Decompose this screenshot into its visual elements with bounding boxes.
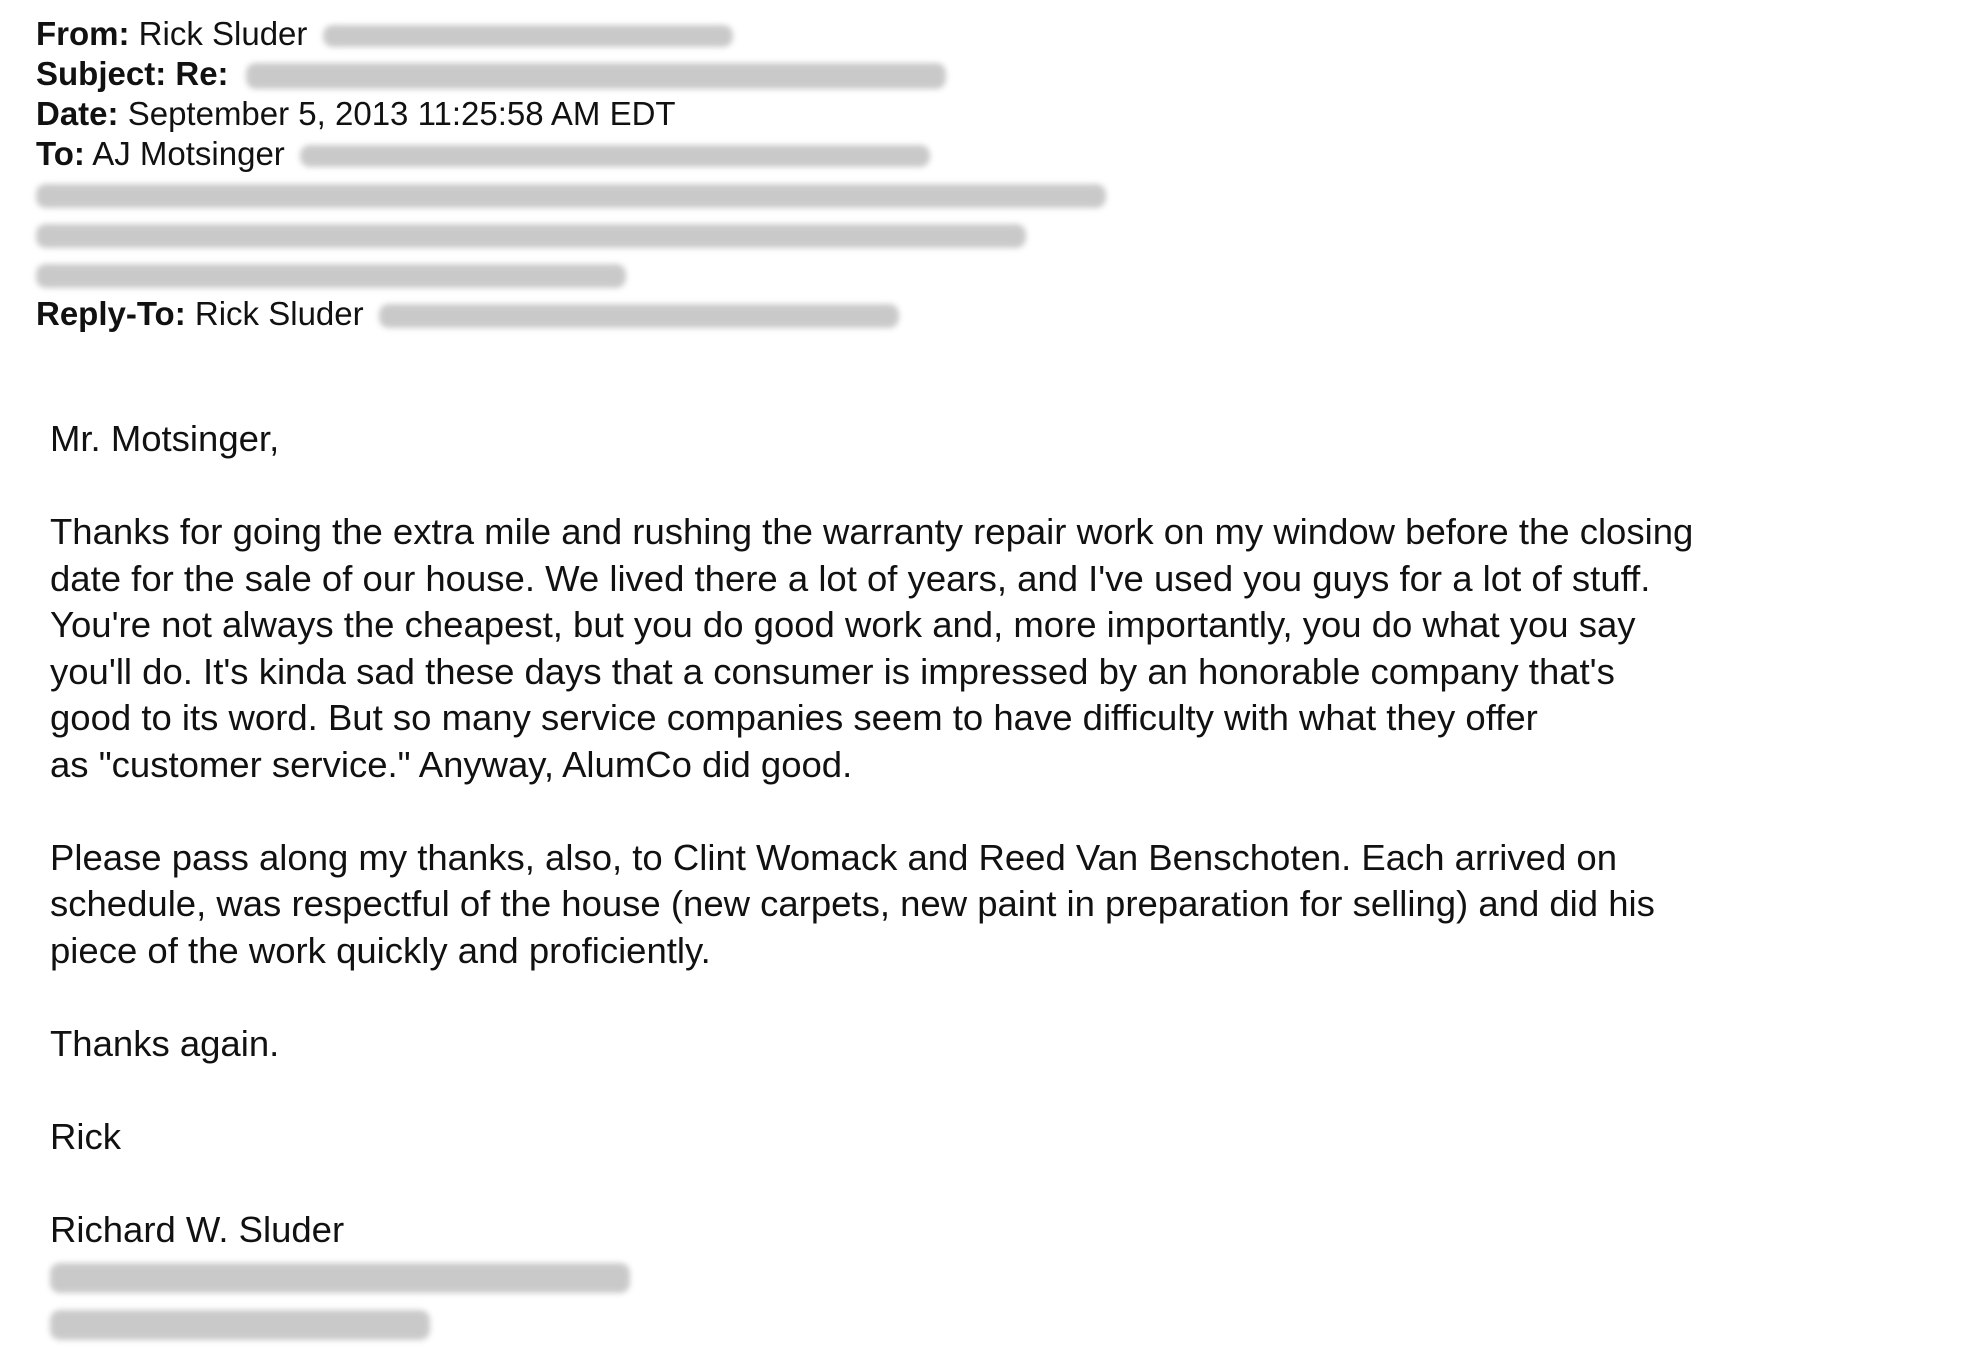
redacted-reply-to-email (379, 304, 899, 328)
redacted-cc-line-3 (36, 264, 626, 288)
paragraph-line: Thanks for going the extra mile and rushing the warranty repair work on my window before the closing (50, 511, 1694, 552)
from-label: From: (36, 15, 130, 52)
to-name: AJ Motsinger (92, 135, 285, 172)
paragraph-1 (50, 509, 1950, 788)
signature-redacted-row-1 (50, 1253, 1950, 1300)
redacted-from-email (323, 25, 733, 47)
paragraph-line: You're not always the cheapest, but you do good work and, more importantly, you do what you say (50, 604, 1636, 645)
signature-full-name: Richard W. Sluder (50, 1208, 345, 1250)
paragraph-line: as "customer service." Anyway, AlumCo did good. (50, 743, 853, 785)
subject-label: Subject: (36, 55, 167, 92)
paragraph-line: good to its word. But so many service companies seem to have difficulty with what they offer (50, 697, 1538, 738)
subject-row (36, 54, 1106, 94)
paragraph-line: you'll do. It's kinda sad these days that a consumer is impressed by an honorable company that's (50, 650, 1615, 692)
paragraph-line: schedule, was respectful of the house (new carpets, new paint in preparation for selling) and did his (50, 883, 1655, 924)
paragraph-line: piece of the work quickly and proficiently. (50, 929, 711, 971)
from-row (36, 14, 1106, 54)
paragraph-line: Please pass along my thanks, also, to Clint Womack and Reed Van Benschoten. Each arrived on (50, 836, 1617, 878)
reply-to-row (36, 294, 1106, 334)
paragraph-2 (50, 835, 1950, 975)
date-row (36, 94, 1106, 134)
date-label: Date: (36, 95, 119, 132)
paragraph-line: date for the sale of our house. We lived there a lot of years, and I've used you guys for a lot of stuff. (50, 557, 1651, 599)
signoff-name: Rick (50, 1115, 121, 1157)
redacted-cc-line-2 (36, 224, 1026, 248)
closing-line: Thanks again. (50, 1022, 280, 1064)
redacted-subject (246, 63, 946, 89)
cc-row-3 (36, 254, 1106, 294)
reply-to-name: Rick Sluder (194, 295, 364, 332)
signature-block (50, 1207, 1950, 1347)
redacted-to-email (300, 145, 930, 167)
email-body (50, 416, 1950, 1346)
redacted-cc-line-1 (36, 184, 1106, 208)
reply-to-label: Reply-To: (36, 295, 186, 332)
email-header (36, 14, 1106, 334)
subject-prefix: Re: (175, 55, 229, 92)
cc-row-1 (36, 174, 1106, 214)
greeting: Mr. Motsinger, (50, 418, 280, 459)
from-name: Rick Sluder (138, 15, 308, 52)
cc-row-2 (36, 214, 1106, 254)
to-label: To: (36, 135, 85, 172)
to-row (36, 134, 1106, 174)
signature-redacted-row-2 (50, 1300, 1950, 1347)
date-value: September 5, 2013 11:25:58 AM EDT (127, 95, 676, 132)
redacted-signature-email (50, 1263, 630, 1293)
redacted-signature-phone (50, 1310, 430, 1340)
